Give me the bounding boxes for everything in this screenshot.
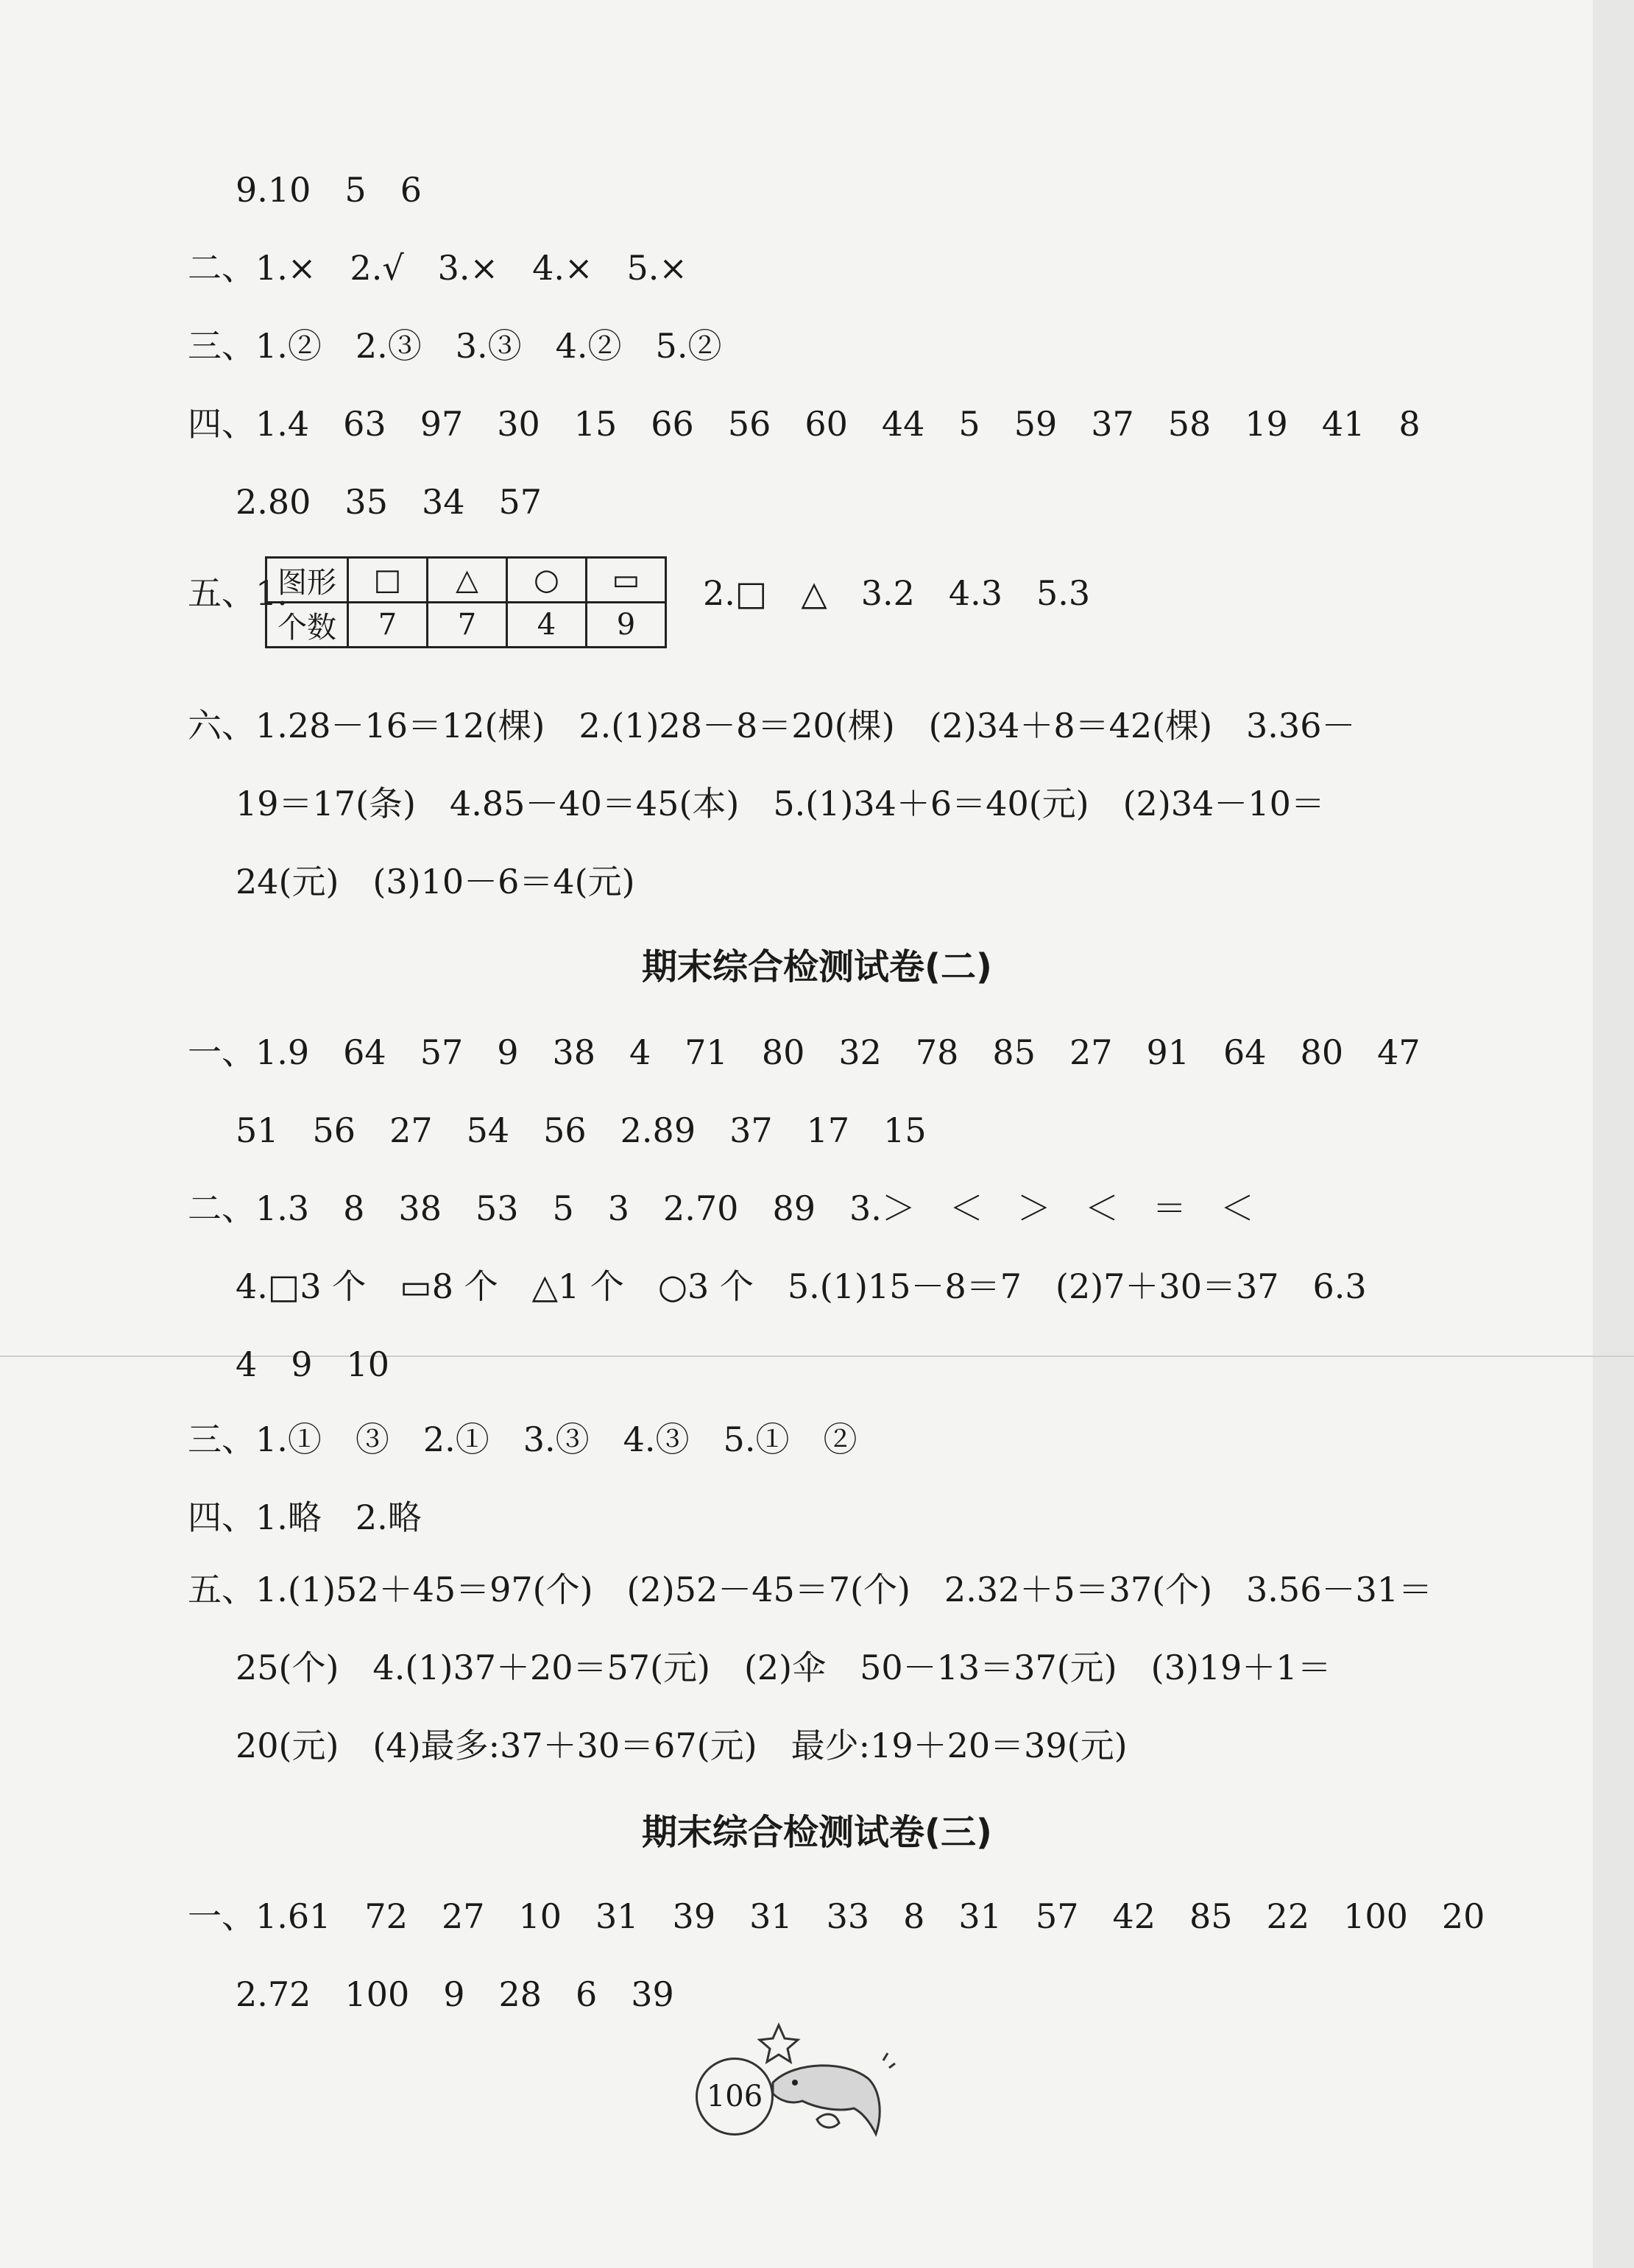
table-row xyxy=(266,558,666,603)
star-icon xyxy=(760,2025,798,2062)
answer-line: 六、1.28－16＝12(棵) 2.(1)28－8＝20(棵) (2)34＋8＝42(棵) 3.36－ xyxy=(188,706,1356,745)
table-cell: 9 xyxy=(587,603,666,648)
answer-line: 四、1.4 63 97 30 15 66 56 60 44 5 59 37 58 19 41 8 xyxy=(188,404,1421,444)
table-cell: △ xyxy=(428,558,507,603)
table-row xyxy=(266,603,666,648)
page-edge xyxy=(1593,0,1634,2268)
page-number: 106 xyxy=(696,2058,774,2136)
answer-line: 2.72 100 9 28 6 39 xyxy=(236,1974,674,2014)
section-heading: 期末综合检测试卷(三) xyxy=(642,1812,992,1853)
table-cell: 4 xyxy=(507,603,587,648)
answer-line: 三、1.① ③ 2.① 3.③ 4.③ 5.① ② xyxy=(188,1420,857,1459)
answer-line: 一、1.61 72 27 10 31 39 31 33 8 31 57 42 85 22 100 20 xyxy=(188,1896,1485,1936)
table-cell: 7 xyxy=(348,603,428,648)
answer-line: 19＝17(条) 4.85－40＝45(本) 5.(1)34＋6＝40(元) (2)34－10＝ xyxy=(236,784,1325,823)
answer-line: 一、1.9 64 57 9 38 4 71 80 32 78 85 27 91 64 80 47 xyxy=(188,1032,1421,1072)
answer-line: 二、1.3 8 38 53 5 3 2.70 89 3.＞ ＜ ＞ ＜ ＝ ＜ xyxy=(188,1188,1254,1228)
answer-line: 9.10 5 6 xyxy=(236,170,422,210)
answer-line: 4.□3 个 ▭8 个 △1 个 ○3 个 5.(1)15－8＝7 (2)7＋30＝37 6.3 xyxy=(236,1266,1367,1306)
table-cell: ○ xyxy=(507,558,587,603)
answer-line: 2.80 35 34 57 xyxy=(236,482,542,522)
table-cell: □ xyxy=(348,558,428,603)
shape-count-table xyxy=(265,556,667,648)
section-heading: 期末综合检测试卷(二) xyxy=(642,946,992,988)
answer-line: 二、1.× 2.√ 3.× 4.× 5.× xyxy=(188,248,687,288)
answer-line: 4 9 10 xyxy=(236,1344,390,1384)
answer-line: 51 56 27 54 56 2.89 37 17 15 xyxy=(236,1110,927,1150)
answer-line: 四、1.略 2.略 xyxy=(188,1498,422,1537)
dolphin-body-icon xyxy=(773,2066,880,2134)
answer-line-prefix: 五、1. xyxy=(188,573,288,613)
answer-line: 五、1.(1)52＋45＝97(个) (2)52－45＝7(个) 2.32＋5＝37(个) 3.56－31＝ xyxy=(188,1570,1432,1609)
table-cell: ▭ xyxy=(587,558,666,603)
answer-line: 20(元) (4)最多:37＋30＝67(元) 最少:19＋20＝39(元) xyxy=(236,1726,1128,1765)
table-cell: 7 xyxy=(428,603,507,648)
answer-line: 24(元) (3)10－6＝4(元) xyxy=(236,862,635,901)
table-cell: 图形 xyxy=(266,558,348,603)
shell-icon xyxy=(817,2114,839,2127)
answer-line: 25(个) 4.(1)37＋20＝57(元) (2)伞 50－13＝37(元) (3)19＋1＝ xyxy=(236,1648,1331,1687)
table-cell: 个数 xyxy=(266,603,348,648)
dolphin-illustration xyxy=(751,2009,898,2149)
answer-line-suffix: 2.□ △ 3.2 4.3 5.3 xyxy=(703,573,1091,613)
answer-line: 三、1.② 2.③ 3.③ 4.② 5.② xyxy=(188,326,722,366)
